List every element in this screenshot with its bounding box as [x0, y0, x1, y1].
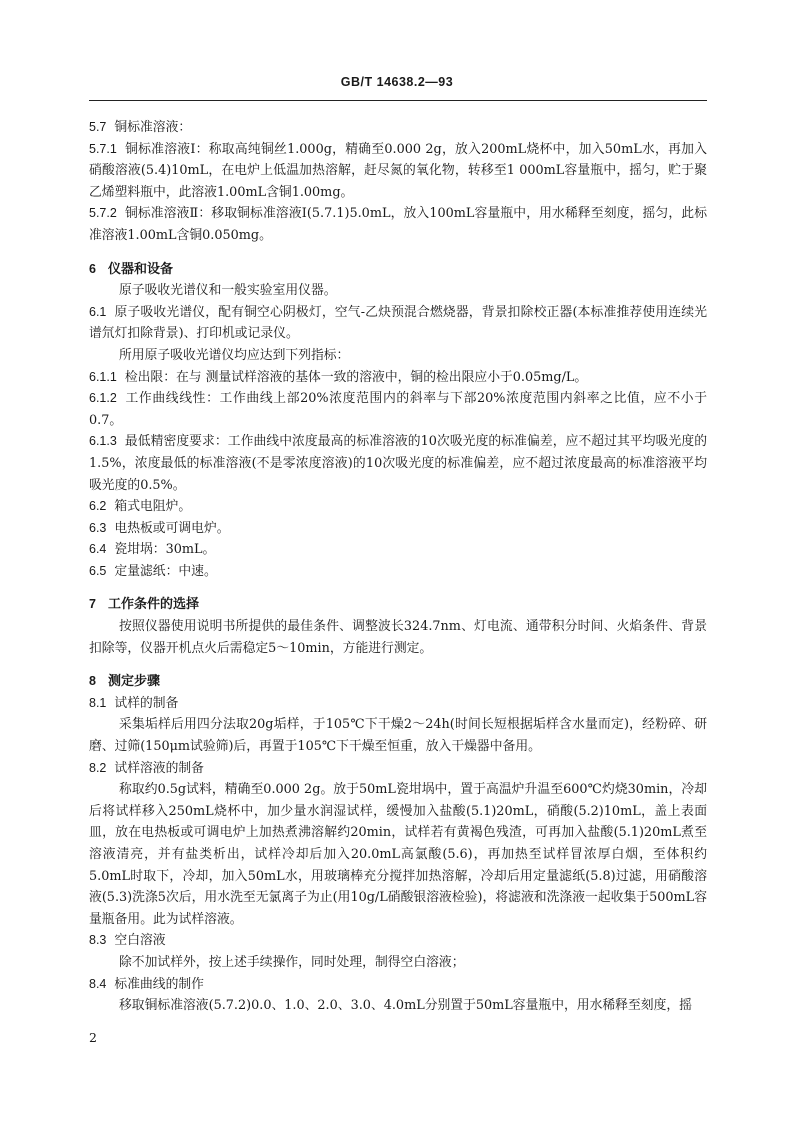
clause: [89, 930, 707, 952]
section-heading: [89, 594, 707, 616]
clause: [89, 302, 707, 345]
clause-text: 原子吸收光谱仪，配有铜空心阴极灯，空气-乙炔预混合燃烧器，背景扣除校正器(本标准推荐使用连续光谱氘灯扣除背景)、打印机或记录仪。: [89, 304, 707, 342]
clause: [89, 203, 707, 246]
clause-text: 试样溶液的制备: [114, 760, 204, 776]
section-heading: [89, 671, 707, 693]
clause-text: 铜标准溶液Ⅱ：移取铜标准溶液Ⅰ(5.7.1)5.0mL，放入100mL容量瓶中，用水稀释至刻度，摇匀，此标准溶液1.00mL含铜0.050mg。: [89, 206, 707, 243]
clause-text: 电热板或可调电炉。: [114, 520, 230, 536]
paragraph: 称取约0.5g试料，精确至0.000 2g。放于50mL瓷坩埚中，置于高温炉升温至600℃灼烧30min，冷却后将试样移入250mL烧杯中，加少量水润湿试样，缓慢加入盐酸(5.1)20mL，硝酸(5.2)10mL，盖上表面皿，放在电热板或可调电炉上加热煮沸溶解约20min，试样若有黄褐色残渣，可再加入盐酸(5.1)20mL煮至溶液清亮，并有盐类析出，试样冷却后加入20.0mL高氯酸(5.6)，再加热至试样冒浓厚白烟，至体积约5.0mL时取下，冷却，加入50mL水，用玻璃棒充分搅拌加热溶解，冷却后用定量滤纸(5.8)过滤，用硝酸溶液(5.3)洗涤5次后，用水洗至无氯离子为止(用10g/L硝酸银溶液检验)，将滤液和洗涤液一起收集于500mL容量瓶备用。此为试样溶液。: [89, 782, 707, 927]
page-number: 2: [89, 1030, 97, 1045]
paragraph: 所用原子吸收光谱仪均应达到下列指标：: [119, 347, 350, 363]
clause-text: 空白溶液: [114, 933, 166, 949]
document-header: GB/T 14638.2—93: [340, 75, 454, 89]
section-title: 测定步骤: [107, 674, 160, 690]
paragraph: 采集垢样后用四分法取20g垢样，于105℃下干燥2～24h(时间长短根据垢样含水量而定)，经粉碎、研磨、过筛(150μm试验筛)后，再置于105℃下干燥至恒重，放入干燥器中备用。: [89, 717, 707, 755]
clause-text: 铜标准溶液Ⅰ：称取高纯铜丝1.000g，精确至0.000 2g，放入200mL烧杯中，加入50mL水，再加入硝酸溶液(5.4)10mL，在电炉上低温加热溶解，赶尽氮的氧化物，转移至1 000mL容量瓶中，摇匀，贮于聚乙烯塑料瓶中，此溶液1.00mL含铜1.00mg。: [89, 141, 707, 200]
clause-text: 标准曲线的制作: [114, 976, 204, 992]
clause-number: 8.3: [89, 933, 107, 948]
section-number: 7: [89, 597, 96, 612]
document-body: [89, 117, 707, 1017]
clause-number: 5.7.1: [89, 141, 117, 156]
clause-number: 8.1: [89, 695, 107, 710]
clause-number: 6.1: [89, 304, 107, 319]
section-number: 8: [89, 674, 96, 689]
clause-number: 5.7: [89, 120, 107, 134]
clause-number: 5.7.2: [89, 206, 117, 221]
paragraph: 除不加试样外，按上述手续操作，同时处理，制得空白溶液；: [119, 954, 465, 970]
clause-number: 6.1.3: [89, 434, 117, 449]
clause: [89, 561, 707, 583]
clause: [89, 539, 707, 561]
clause-text: 最低精密度要求：工作曲线中浓度最高的标准溶液的10次吸光度的标准偏差，应不超过其平均吸光度的1.5%，浓度最低的标准溶液(不是零浓度溶液)的10次吸光度的标准偏差，应不超过浓度最高的标准溶液平均吸光度的0.5%。: [89, 434, 707, 493]
clause-number: 8.4: [89, 976, 107, 991]
clause-number: 8.2: [89, 760, 107, 775]
clause-number: 6.5: [89, 563, 107, 578]
section-title: 仪器和设备: [107, 261, 173, 277]
section-number: 6: [89, 261, 96, 276]
clause: [89, 974, 707, 996]
section-title: 工作条件的选择: [107, 597, 199, 613]
clause-text: 铜标准溶液：: [114, 120, 192, 135]
clause-number: 6.4: [89, 542, 107, 557]
clause-number: 6.1.1: [89, 369, 117, 384]
clause: [89, 758, 707, 780]
clause: [89, 367, 707, 389]
clause: [89, 518, 707, 540]
clause-text: 箱式电阻炉。: [114, 499, 192, 515]
clause-number: 6.3: [89, 520, 107, 535]
clause: [89, 139, 707, 204]
clause: [89, 117, 707, 139]
clause: [89, 693, 707, 715]
clause-text: 定量滤纸：中速。: [114, 563, 217, 579]
clause-text: 试样的制备: [114, 695, 179, 711]
clause: [89, 496, 707, 518]
clause-number: 6.1.2: [89, 391, 117, 406]
paragraph: 按照仪器使用说明书所提供的最佳条件、调整波长324.7nm、灯电流、通带积分时间、火焰条件、背景扣除等，仪器开机点火后需稳定5～10min，方能进行测定。: [89, 619, 707, 656]
clause: [89, 431, 707, 496]
clause-text: 瓷坩埚：30mL。: [114, 542, 216, 558]
clause-number: 6.2: [89, 499, 107, 514]
paragraph: 移取铜标准溶液(5.7.2)0.0、1.0、2.0、3.0、4.0mL分别置于50mL容量瓶中，用水稀释至刻度，摇: [119, 998, 692, 1014]
clause: [89, 388, 707, 431]
paragraph: 原子吸收光谱仪和一般实验室用仪器。: [119, 283, 337, 299]
clause-text: 检出限：在与 测量试样溶液的基体一致的溶液中，铜的检出限应小于0.05mg/L。: [124, 369, 588, 385]
section-heading: [89, 259, 707, 281]
header-rule: [89, 100, 707, 101]
clause-text: 工作曲线线性：工作曲线上部20%浓度范围内的斜率与下部20%浓度范围内斜率之比值，应不小于0.7。: [89, 391, 707, 428]
